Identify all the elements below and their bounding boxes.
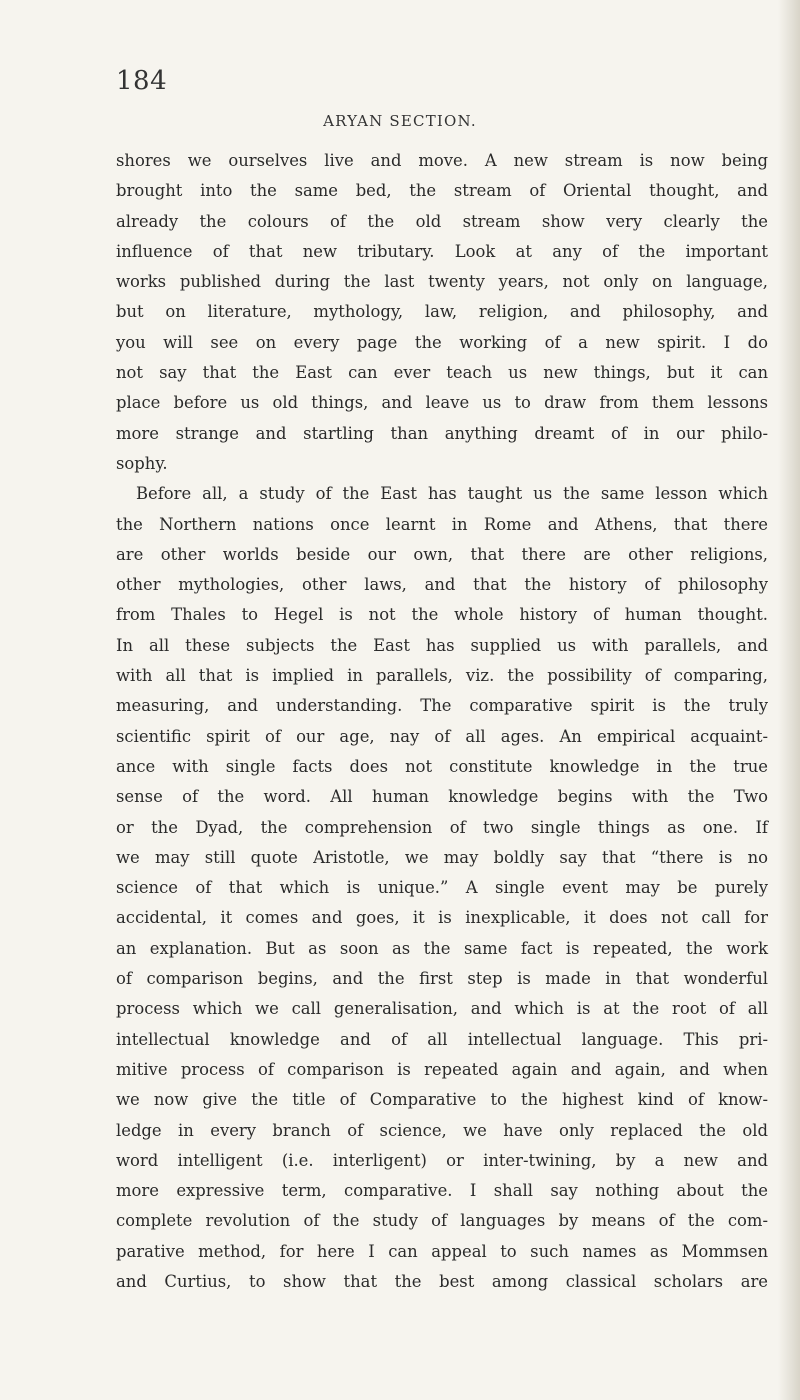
text-line: you will see on every page the working of a new spirit. I do bbox=[116, 332, 768, 352]
text-line: brought into the same bed, the stream of Oriental thought, and bbox=[116, 181, 768, 201]
text-line: place before us old things, and leave us to draw from them lessons bbox=[116, 393, 768, 413]
text-line: already the colours of the old stream show very clearly the bbox=[116, 211, 768, 231]
text-line: more strange and startling than anything dreamt of in our philo- bbox=[116, 423, 768, 443]
text-line: an explanation. But as soon as the same fact is repeated, the work bbox=[116, 938, 768, 958]
page-edge-shadow bbox=[778, 0, 800, 1400]
text-line: measuring, and understanding. The comparative spirit is the truly bbox=[116, 696, 768, 716]
text-line: ance with single facts does not constitute knowledge in the true bbox=[116, 756, 768, 776]
text-line: process which we call generalisation, and which is at the root of all bbox=[116, 999, 768, 1019]
text-line: complete revolution of the study of languages by means of the com- bbox=[116, 1211, 768, 1231]
text-line: influence of that new tributary. Look at any of the important bbox=[116, 241, 768, 261]
text-line: not say that the East can ever teach us new things, but it can bbox=[116, 363, 768, 383]
text-line: sophy. bbox=[116, 453, 168, 473]
text-line: word intelligent (i.e. interligent) or inter-twining, by a new and bbox=[116, 1150, 768, 1170]
running-head: ARYAN SECTION. bbox=[323, 112, 477, 130]
text-line: sense of the word. All human knowledge begins with the Two bbox=[116, 787, 768, 807]
text-line: scientific spirit of our age, nay of all ages. An empirical acquaint- bbox=[116, 726, 768, 746]
text-line: accidental, it comes and goes, it is inexplicable, it does not call for bbox=[116, 908, 768, 928]
page-number: 184 bbox=[116, 66, 168, 96]
text-line: In all these subjects the East has supplied us with parallels, and bbox=[116, 635, 768, 655]
text-line: mitive process of comparison is repeated again and again, and when bbox=[116, 1059, 768, 1079]
text-line: of comparison begins, and the first step is made in that wonderful bbox=[116, 969, 768, 989]
text-line: works published during the last twenty years, not only on language, bbox=[116, 272, 768, 292]
text-line: with all that is implied in parallels, viz. the possibility of comparing, bbox=[116, 666, 768, 686]
text-line: we now give the title of Comparative to the highest kind of know- bbox=[116, 1090, 768, 1110]
text-line: intellectual knowledge and of all intellectual language. This pri- bbox=[116, 1029, 768, 1049]
text-line: from Thales to Hegel is not the whole history of human thought. bbox=[116, 605, 768, 625]
text-line: but on literature, mythology, law, religion, and philosophy, and bbox=[116, 302, 768, 322]
text-line: and Curtius, to show that the best among classical scholars are bbox=[116, 1271, 768, 1291]
body-text bbox=[116, 146, 768, 1297]
text-line: we may still quote Aristotle, we may boldly say that “there is no bbox=[116, 847, 768, 867]
text-line: more expressive term, comparative. I shall say nothing about the bbox=[116, 1181, 768, 1201]
text-line: or the Dyad, the comprehension of two single things as one. If bbox=[116, 817, 768, 837]
text-line: parative method, for here I can appeal to such names as Mommsen bbox=[116, 1241, 768, 1261]
text-line: Before all, a study of the East has taught us the same lesson which bbox=[136, 484, 768, 504]
text-line: other mythologies, other laws, and that the history of philosophy bbox=[116, 575, 768, 595]
text-line: science of that which is unique.” A single event may be purely bbox=[116, 878, 768, 898]
text-line: the Northern nations once learnt in Rome and Athens, that there bbox=[116, 514, 768, 534]
text-line: are other worlds beside our own, that there are other religions, bbox=[116, 544, 768, 564]
text-line: ledge in every branch of science, we have only replaced the old bbox=[116, 1120, 768, 1140]
text-line: shores we ourselves live and move. A new stream is now being bbox=[116, 151, 768, 170]
